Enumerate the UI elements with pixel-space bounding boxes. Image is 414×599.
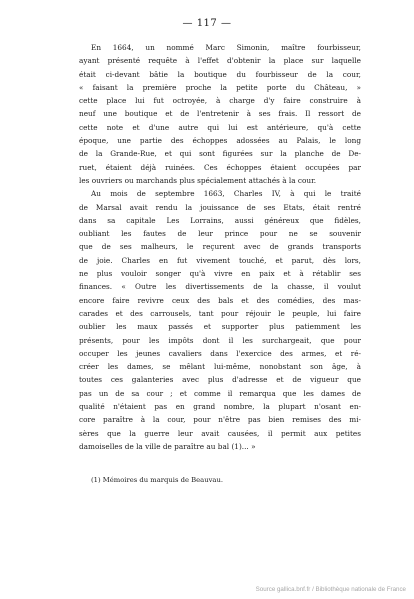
text-line: de Marsal avait rendu la jouissance de ses Etats, était rentré (79, 202, 361, 212)
text-line: pas un de sa cour ; et comme il remarqua que les dames de (79, 388, 361, 398)
text-line: oublier les maux passés et supporter plus patiemment les (79, 322, 361, 332)
text-line: En 1664, un nommé Marc Simonin, maître fourbisseur, (91, 43, 361, 52)
text-line: sères que la guerre leur avait causées, il permit aux petites (79, 428, 361, 438)
paragraph-2 (79, 187, 361, 453)
paragraph-1 (79, 41, 361, 187)
text-line: neuf une boutique et de l'entretenir à ses frais. Il ressort de (79, 109, 361, 119)
text-line: de joie. Charles en fut vivement touché, et parut, dès lors, (79, 255, 361, 265)
text-line: encore faire revivre ceux des bals et des comédies, des mas- (79, 295, 361, 305)
text-line: core paraître à la cour, pour n'être pas bien remises des mi- (79, 415, 361, 425)
text-line: cette note et d'une autre qui lui est antérieure, qu'à cette (79, 122, 361, 132)
text-line: dans sa capitale Les Lorrains, aussi généreux que fidèles, (79, 215, 361, 225)
text-line: époque, une partie des échoppes adossées au Palais, le long (79, 136, 361, 146)
text-line: présents, pour les impôts dont il les surchargeait, que pour (79, 335, 361, 345)
text-line: occuper les jeunes cavaliers dans l'exercice des armes, et ré- (79, 348, 361, 358)
text-line: ne plus vouloir songer qu'à vivre en paix et à rétablir ses (79, 269, 361, 279)
footnote: (1) Mémoires du marquis de Beauvau. (91, 476, 223, 484)
text-line: « faisant la première proche la petite porte du Château, » (79, 82, 361, 92)
text-line: carades et des carrousels, tant pour réjouir le peuple, lui faire (79, 308, 361, 318)
page-number: — 117 — (182, 18, 232, 29)
text-line: cette place lui fut octroyée, à charge d'y faire construire à (79, 96, 361, 106)
text-line: que de ses malheurs, le reçurent avec de grands transports (79, 242, 361, 252)
text-line: damoiselles de la ville de paraître au bal (1)... » (79, 441, 256, 451)
text-line: ayant présenté requête à l'effet d'obtenir la place sur laquelle (79, 56, 361, 66)
text-line: qualité n'étaient pas en grand nombre, la plupart n'osant en- (79, 402, 361, 412)
text-line: toutes ces galanteries avec plus d'adresse et de vigueur que (79, 375, 361, 385)
text-line: était ci-devant bâtie la boutique du fourbisseur de la cour, (79, 69, 361, 79)
text-line: de la Grande-Rue, et qui sont figurées sur la planche de De- (79, 149, 361, 159)
text-line: ruet, étaient déjà ruinées. Ces échoppes étaient occupées par (79, 162, 361, 172)
text-line: les ouvriers ou marchands plus spécialement attachés à la cour. (79, 175, 317, 185)
text-line: oubliant les fautes de leur prince pour ne se souvenir (79, 229, 361, 239)
body-text (79, 41, 361, 453)
text-line: créer les dames, se mêlant lui-même, nonobstant son âge, à (79, 362, 361, 372)
text-line: Au mois de septembre 1663, Charles IV, à qui le traité (91, 189, 361, 199)
source-credit: Source gallica.bnf.fr / Bibliothèque nationale de France (255, 586, 406, 593)
text-line: finances. « Outre les divertissements de la chasse, il voulut (79, 282, 361, 292)
